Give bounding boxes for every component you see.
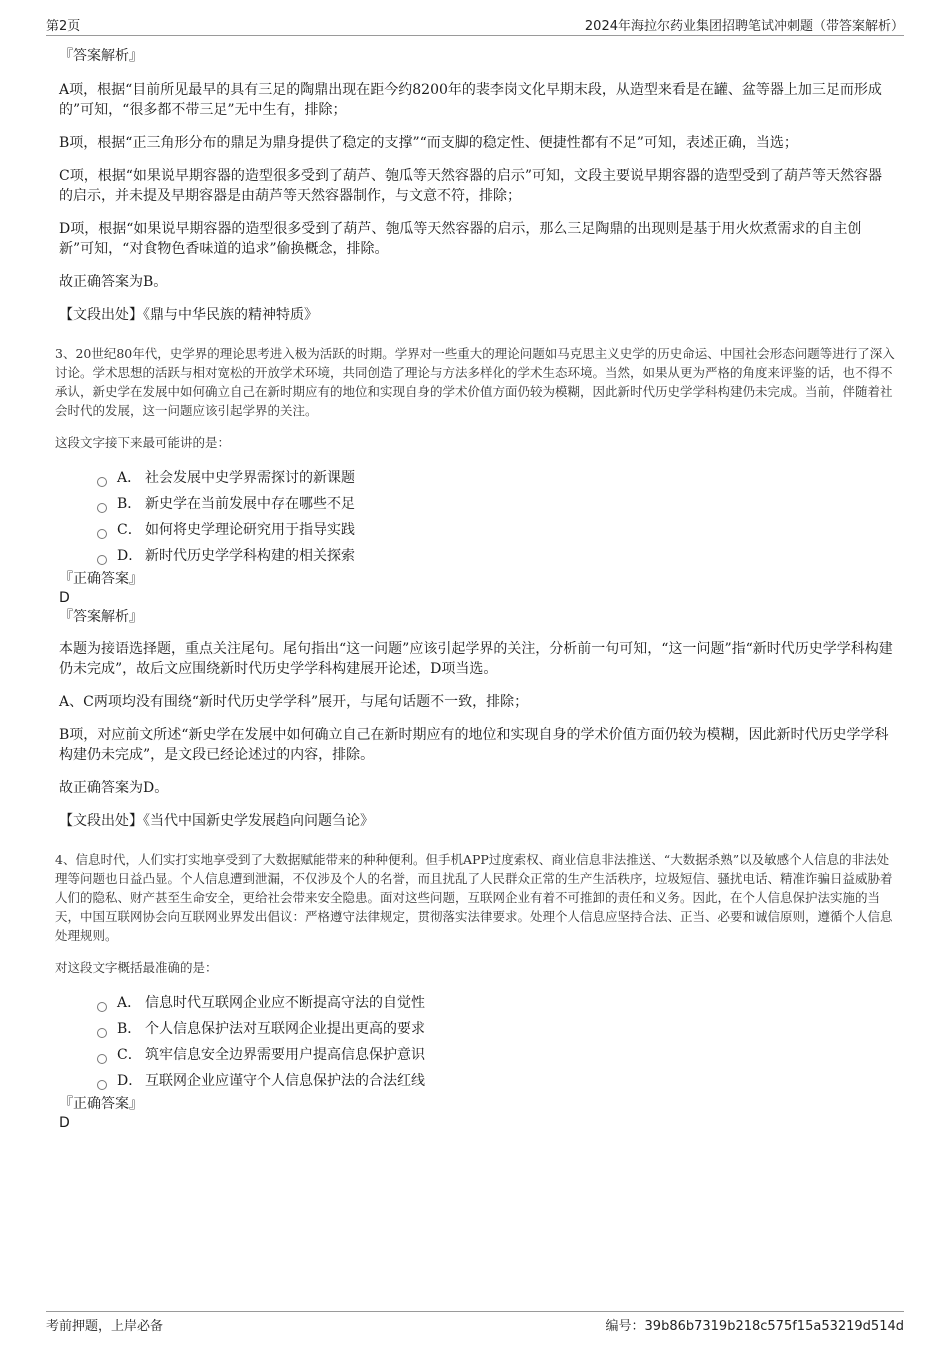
explanation-paragraph: A项，根据“目前所见最早的具有三足的陶鼎出现在距今约8200年的裴李岗文化早期末段，从造型来看是在罐、盆等器上加三足而形成的”可知，“很多都不带三足”无中生有，排除； bbox=[59, 82, 882, 118]
footer-slogan: 考前押题，上岸必备 bbox=[46, 1319, 164, 1334]
option-letter: D． bbox=[117, 548, 143, 564]
explanation-tag: 『答案解析』 bbox=[59, 609, 143, 625]
radio-icon[interactable] bbox=[97, 503, 107, 513]
explanation-paragraph: 故正确答案为B。 bbox=[59, 274, 168, 290]
option-d[interactable] bbox=[97, 1068, 895, 1094]
radio-icon[interactable] bbox=[97, 1002, 107, 1012]
correct-answer-tag: 『正确答案』 bbox=[59, 1096, 143, 1112]
radio-icon[interactable] bbox=[97, 1080, 107, 1090]
option-text: 个人信息保护法对互联网企业提出更高的要求 bbox=[145, 1021, 425, 1037]
question-3-prompt: 这段文字接下来最可能讲的是： bbox=[55, 435, 231, 450]
explanation-paragraph: 故正确答案为D。 bbox=[59, 780, 169, 796]
radio-icon[interactable] bbox=[97, 477, 107, 487]
explanation-paragraph: 本题为接语选择题，重点关注尾句。尾句指出“这一问题”应该引起学界的关注，分析前一句可知，“这一问题”指“新时代历史学学科构建仍未完成”，故后文应围绕新时代历史学学科构建展开论述，D项当选。 bbox=[59, 641, 893, 677]
source-citation: 【文段出处】《当代中国新史学发展趋向问题刍论》 bbox=[59, 813, 374, 829]
option-text: 社会发展中史学界需探讨的新课题 bbox=[145, 470, 355, 486]
page-header bbox=[46, 15, 904, 36]
option-text: 新时代历史学学科构建的相关探索 bbox=[145, 548, 355, 564]
correct-answer: D bbox=[59, 590, 70, 606]
explanation-paragraph: A、C两项均没有围绕“新时代历史学学科”展开，与尾句话题不一致，排除； bbox=[59, 694, 529, 710]
option-a[interactable] bbox=[97, 465, 895, 491]
option-letter: C． bbox=[117, 522, 142, 538]
option-text: 新史学在当前发展中存在哪些不足 bbox=[145, 496, 355, 512]
document-title: 2024年海拉尔药业集团招聘笔试冲刺题（带答案解析） bbox=[584, 19, 904, 34]
question-3-text: 3、20世纪80年代，史学界的理论思考进入极为活跃的时期。学界对一些重大的理论问题如马克思主义史学的历史命运、中国社会形态问题等进行了深入讨论。学术思想的活跃与相对宽松的开放学术环境，共同创造了理论与方法多样化的学术生态环境。当然，如果从更为严格的角度来评鉴的话，也不得不承认，新史学在发展中如何确立自己在新时期应有的地位和实现自身的学术价值方面仍较为模糊，因此新时代历史学学科构建仍未完成。当前，伴随着社会时代的发展，这一问题应该引起学界的关注。 bbox=[55, 346, 895, 418]
correct-answer-tag: 『正确答案』 bbox=[59, 571, 143, 587]
page-footer bbox=[46, 1311, 904, 1334]
explanation-paragraph: B项，根据“正三角形分布的鼎足为鼎身提供了稳定的支撑”“而支脚的稳定性、便捷性都有不足”可知，表述正确，当选； bbox=[59, 135, 798, 151]
source-citation: 【文段出处】《鼎与中华民族的精神特质》 bbox=[59, 307, 318, 323]
explanation-paragraph: D项，根据“如果说早期容器的造型很多受到了葫芦、匏瓜等天然容器的启示，那么三足陶鼎的出现则是基于用火炊煮需求的自主创新”可知，“对食物色香味道的追求”偷换概念，排除。 bbox=[59, 221, 862, 257]
option-d[interactable] bbox=[97, 543, 895, 569]
option-a[interactable] bbox=[97, 990, 895, 1016]
option-text: 信息时代互联网企业应不断提高守法的自觉性 bbox=[145, 995, 425, 1011]
option-letter: C． bbox=[117, 1047, 142, 1063]
option-text: 如何将史学理论研究用于指导实践 bbox=[145, 522, 355, 538]
radio-icon[interactable] bbox=[97, 529, 107, 539]
question-4-text: 4、信息时代，人们实打实地享受到了大数据赋能带来的种种便利。但手机APP过度索权、商业信息非法推送、“大数据杀熟”以及敏感个人信息的非法处理等问题也日益凸显。个人信息遭到泄漏，不仅涉及个人的名誉，而且扰乱了人民群众正常的生产生活秩序，垃圾短信、骚扰电话、精准诈骗日益威胁着人们的隐私、财产甚至生命安全，更给社会带来安全隐患。面对这些问题，互联网企业有着不可推卸的责任和义务。因此，在个人信息保护法实施的当天，中国互联网协会向互联网业界发出倡议：严格遵守法律规定，贯彻落实法律要求。处理个人信息应坚持合法、正当、必要和诚信原则，遵循个人信息处理规则。 bbox=[55, 852, 893, 943]
radio-icon[interactable] bbox=[97, 1028, 107, 1038]
option-letter: B． bbox=[117, 496, 142, 512]
question-4-prompt: 对这段文字概括最准确的是： bbox=[55, 960, 218, 975]
option-b[interactable] bbox=[97, 1016, 895, 1042]
option-text: 互联网企业应谨守个人信息保护法的合法红线 bbox=[145, 1073, 425, 1089]
option-letter: B． bbox=[117, 1021, 142, 1037]
explanation-paragraph: B项，对应前文所述“新史学在发展中如何确立自己在新时期应有的地位和实现自身的学术价值方面仍较为模糊，因此新时代历史学学科构建仍未完成”，是文段已经论述过的内容，排除。 bbox=[59, 727, 889, 763]
option-letter: A． bbox=[117, 995, 142, 1011]
option-b[interactable] bbox=[97, 491, 895, 517]
radio-icon[interactable] bbox=[97, 1054, 107, 1064]
explanation-tag: 『答案解析』 bbox=[59, 48, 143, 64]
correct-answer: D bbox=[59, 1115, 70, 1131]
option-letter: D． bbox=[117, 1073, 143, 1089]
option-letter: A． bbox=[117, 470, 142, 486]
radio-icon[interactable] bbox=[97, 555, 107, 565]
page-number: 第2页 bbox=[46, 19, 81, 34]
document-code: 编号：39b86b7319b218c575f15a53219d514d bbox=[605, 1319, 904, 1334]
option-text: 筑牢信息安全边界需要用户提高信息保护意识 bbox=[145, 1047, 425, 1063]
page-content bbox=[55, 46, 895, 1132]
explanation-paragraph: C项，根据“如果说早期容器的造型很多受到了葫芦、匏瓜等天然容器的启示”可知，文段主要说早期容器的造型受到了葫芦等天然容器的启示，并未提及早期容器是由葫芦等天然容器制作，与文意不符，排除； bbox=[59, 168, 883, 204]
option-c[interactable] bbox=[97, 517, 895, 543]
option-c[interactable] bbox=[97, 1042, 895, 1068]
